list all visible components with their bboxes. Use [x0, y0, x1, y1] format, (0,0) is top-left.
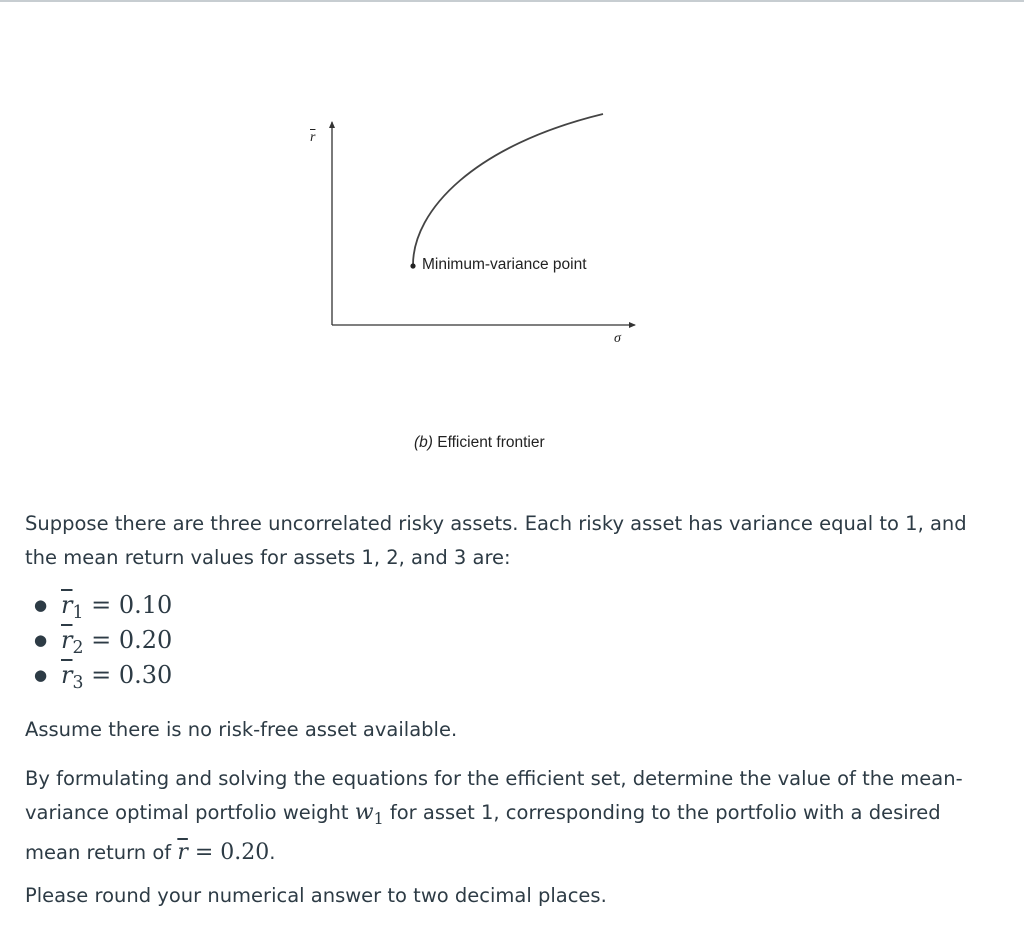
caption-prefix: (b) — [414, 434, 433, 451]
target-return — [177, 840, 269, 865]
mean-subscript: 3 — [72, 673, 84, 694]
mean-value: = 0.20 — [83, 626, 173, 654]
question-end: . — [269, 840, 276, 864]
mean-returns-list — [0, 588, 172, 693]
x-axis-label: σ — [614, 331, 621, 346]
weight-subscript: 1 — [373, 808, 384, 828]
list-item — [0, 658, 172, 693]
rounding-instruction: Please round your numerical answer to two decimal places. — [25, 884, 607, 907]
mean-symbol: $\overline{r}$ — [61, 626, 73, 654]
mean-symbol: $\overline{r}$ — [61, 661, 73, 689]
list-item — [0, 623, 172, 658]
target-value: = 0.20 — [187, 839, 270, 865]
efficient-frontier-figure — [300, 100, 660, 470]
weight-var: w — [354, 800, 374, 825]
minimum-variance-label: Minimum-variance point — [422, 256, 587, 273]
mean-value: = 0.30 — [83, 661, 173, 689]
top-divider — [0, 0, 1024, 2]
caption-text: Efficient frontier — [432, 434, 545, 451]
efficient-frontier-curve — [413, 114, 603, 265]
list-item — [0, 588, 172, 623]
bullet: ● — [34, 596, 48, 614]
weight-symbol — [354, 800, 384, 828]
figure-caption — [414, 434, 545, 452]
question-part-2: for asset 1, corresponding to the portfolio with a desired mean return of — [25, 801, 941, 864]
assumption-text: Assume there is no risk-free asset available. — [25, 718, 458, 741]
bullet: ● — [34, 631, 48, 649]
minimum-variance-point — [410, 263, 415, 268]
problem-intro: Suppose there are three uncorrelated risky assets. Each risky asset has variance equal to 1, and the mean return values for assets 1, 2, and 3 are: — [25, 512, 967, 569]
mean-subscript: 2 — [72, 638, 84, 659]
question-text — [25, 762, 1000, 870]
target-symbol: $\overline{r}$ — [177, 839, 188, 865]
bullet: ● — [34, 666, 48, 684]
frontier-plot — [300, 100, 660, 470]
question-part-1: By formulating and solving the equations for the efficient set, determine the value of the mean-variance optimal portfolio weight — [25, 767, 963, 824]
mean-symbol: $\overline{r}$ — [61, 591, 73, 619]
mean-subscript: 1 — [72, 603, 84, 624]
mean-value: = 0.10 — [83, 591, 173, 619]
y-axis-label: $\overline{r}$ — [310, 130, 316, 145]
